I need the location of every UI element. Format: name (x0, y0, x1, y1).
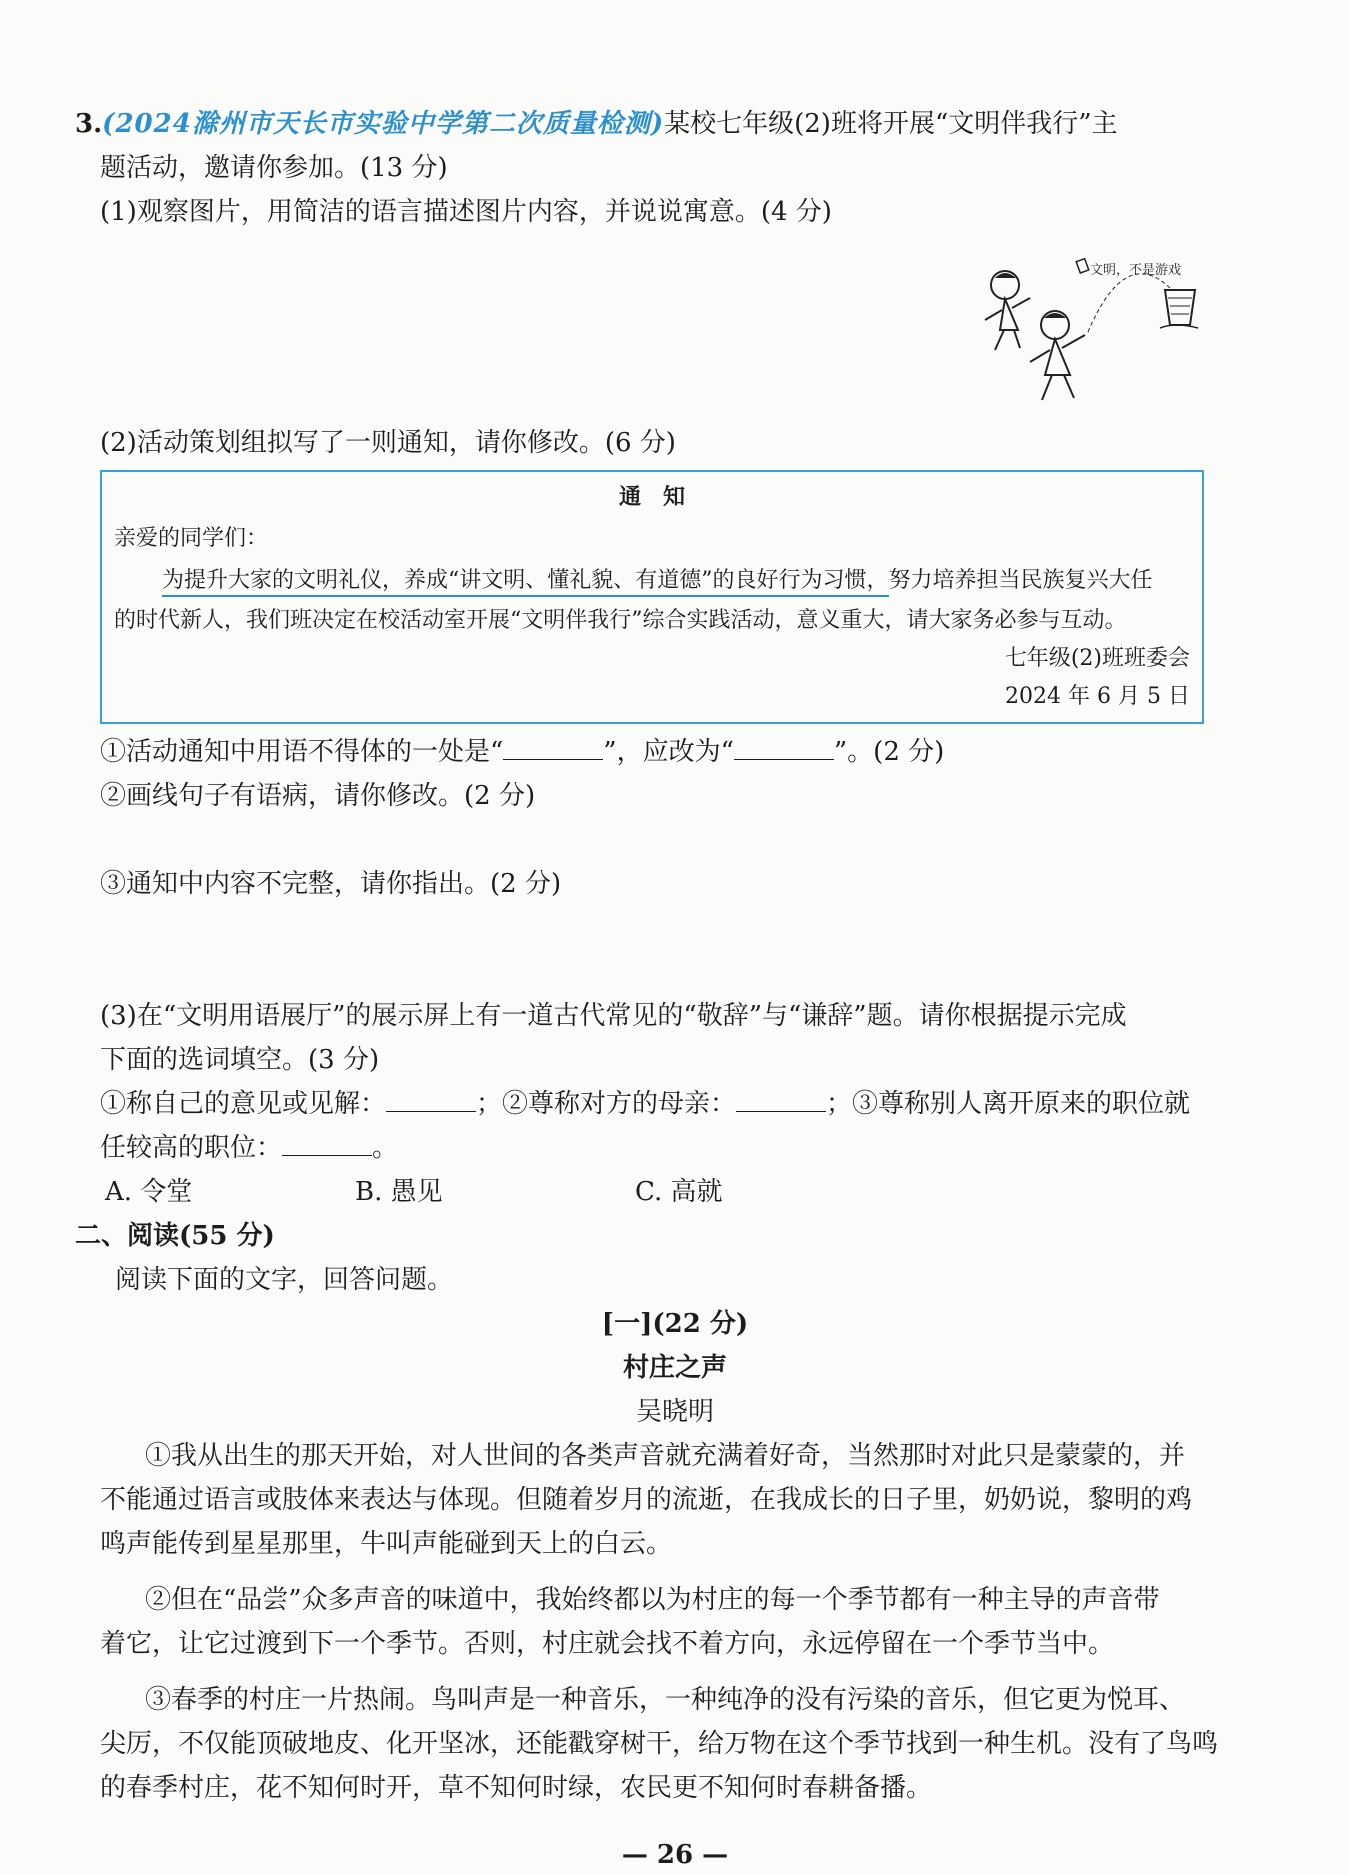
notice-date: 2024 年 6 月 5 日 (1005, 684, 1190, 709)
question-stem-line2: 题活动，邀请你参加。(13 分) (100, 153, 448, 183)
passage-author: 吴晓明 (635, 1397, 714, 1427)
paragraph-line: 鸣声能传到星星那里，牛叫声能碰到天上的白云。 (100, 1529, 673, 1559)
answer-blank-1[interactable] (503, 735, 603, 760)
civility-illustration (960, 250, 1210, 410)
fill-text-a: ①称自己的意见或见解： (100, 1089, 387, 1119)
notice-body-line1 (162, 566, 1153, 596)
notice-title: 通 知 (618, 484, 685, 510)
section2-heading: 二、阅读(55 分) (75, 1221, 275, 1251)
sub2-question: ②画线句子有语病，请你修改。(2 分) (100, 781, 536, 811)
paragraph-line: ③春季的村庄一片热闹。鸟叫声是一种音乐，一种纯净的没有污染的音乐，但它更为悦耳、 (145, 1685, 1186, 1715)
notice-salutation: 亲爱的同学们： (114, 526, 269, 551)
option-b: B. 愚见 (355, 1177, 443, 1207)
illustration-caption: 文明，不是游戏 (1090, 263, 1182, 278)
paragraph-line: ①我从出生的那天开始，对人世间的各类声音就充满着好奇，当然那时对此只是蒙蒙的，并 (145, 1441, 1186, 1471)
answer-blank-5[interactable] (282, 1131, 372, 1156)
part3-line2: 下面的选词填空。(3 分) (100, 1045, 380, 1075)
notice-signature: 七年级(2)班班委会 (1004, 646, 1190, 671)
passage-title: 村庄之声 (622, 1353, 727, 1383)
answer-blank-3[interactable] (386, 1087, 476, 1112)
paragraph-line: 的春季村庄，花不知何时开，草不知何时绿，农民更不知何时春耕备播。 (100, 1773, 933, 1803)
part1-prompt: (1)观察图片，用简洁的语言描述图片内容，并说说寓意。(4 分) (100, 197, 832, 227)
notice-underlined-sentence: 为提升大家的文明礼仪，养成“讲文明、懂礼貌、有道德”的良好行为习惯， (162, 568, 889, 597)
answer-blank-2[interactable] (734, 735, 834, 760)
paragraph-line: ②但在“品尝”众多声音的味道中，我始终都以为村庄的每一个季节都有一种主导的声音带 (145, 1585, 1160, 1615)
notice-line1-rest: 努力培养担当民族复兴大任 (888, 568, 1153, 593)
paragraph-line: 着它，让它过渡到下一个季节。否则，村庄就会找不着方向，永远停留在一个季节当中。 (100, 1629, 1115, 1659)
part3-fill-line2 (100, 1130, 398, 1166)
notice-box (100, 470, 1204, 724)
answer-blank-4[interactable] (736, 1087, 826, 1112)
fill-text-c: ；③尊称别人离开原来的职位就 (826, 1089, 1191, 1119)
passage-label: [一](22 分) (601, 1309, 749, 1339)
question-stem-line1: 某校七年级(2)班将开展“文明伴我行”主 (664, 109, 1118, 139)
section2-instruction: 阅读下面的文字，回答问题。 (115, 1265, 454, 1295)
part3-line1: (3)在“文明用语展厅”的展示屏上有一道古代常见的“敬辞”与“谦辞”题。请你根据提示完成 (100, 1001, 1127, 1031)
fill-text-e: 。 (372, 1133, 399, 1163)
part2-prompt: (2)活动策划组拟写了一则通知，请你修改。(6 分) (100, 428, 676, 458)
paragraph-line: 不能通过语言或肢体来表达与体现。但随着岁月的流逝，在我成长的日子里，奶奶说，黎明的鸡 (100, 1485, 1193, 1515)
question-3-stem (75, 106, 1118, 142)
page-number: — 26 — (621, 1840, 729, 1870)
notice-body-line2: 的时代新人，我们班决定在校活动室开展“文明伴我行”综合实践活动，意义重大，请大家务必参与互动。 (114, 608, 1127, 633)
sub1-question (100, 734, 944, 770)
paragraph-line: 尖厉，不仅能顶破地皮、化开坚冰，还能戳穿树干，给万物在这个季节找到一种生机。没有了鸟鸣 (100, 1729, 1219, 1759)
sub1-text-a: ①活动通知中用语不得体的一处是“ (100, 737, 504, 767)
option-c: C. 高就 (635, 1177, 723, 1207)
sub1-text-c: ”。(2 分) (833, 737, 945, 767)
sub1-text-b: ”，应改为“ (603, 737, 734, 767)
part3-fill-line1 (100, 1086, 1190, 1122)
sub3-question: ③通知中内容不完整，请你指出。(2 分) (100, 869, 562, 899)
option-a: A. 令堂 (105, 1177, 193, 1207)
question-source: (2024滁州市天长市实验中学第二次质量检测) (102, 109, 665, 139)
question-number: 3. (75, 109, 103, 139)
fill-text-b: ；②尊称对方的母亲： (476, 1089, 737, 1119)
fill-text-d: 任较高的职位： (100, 1133, 283, 1163)
